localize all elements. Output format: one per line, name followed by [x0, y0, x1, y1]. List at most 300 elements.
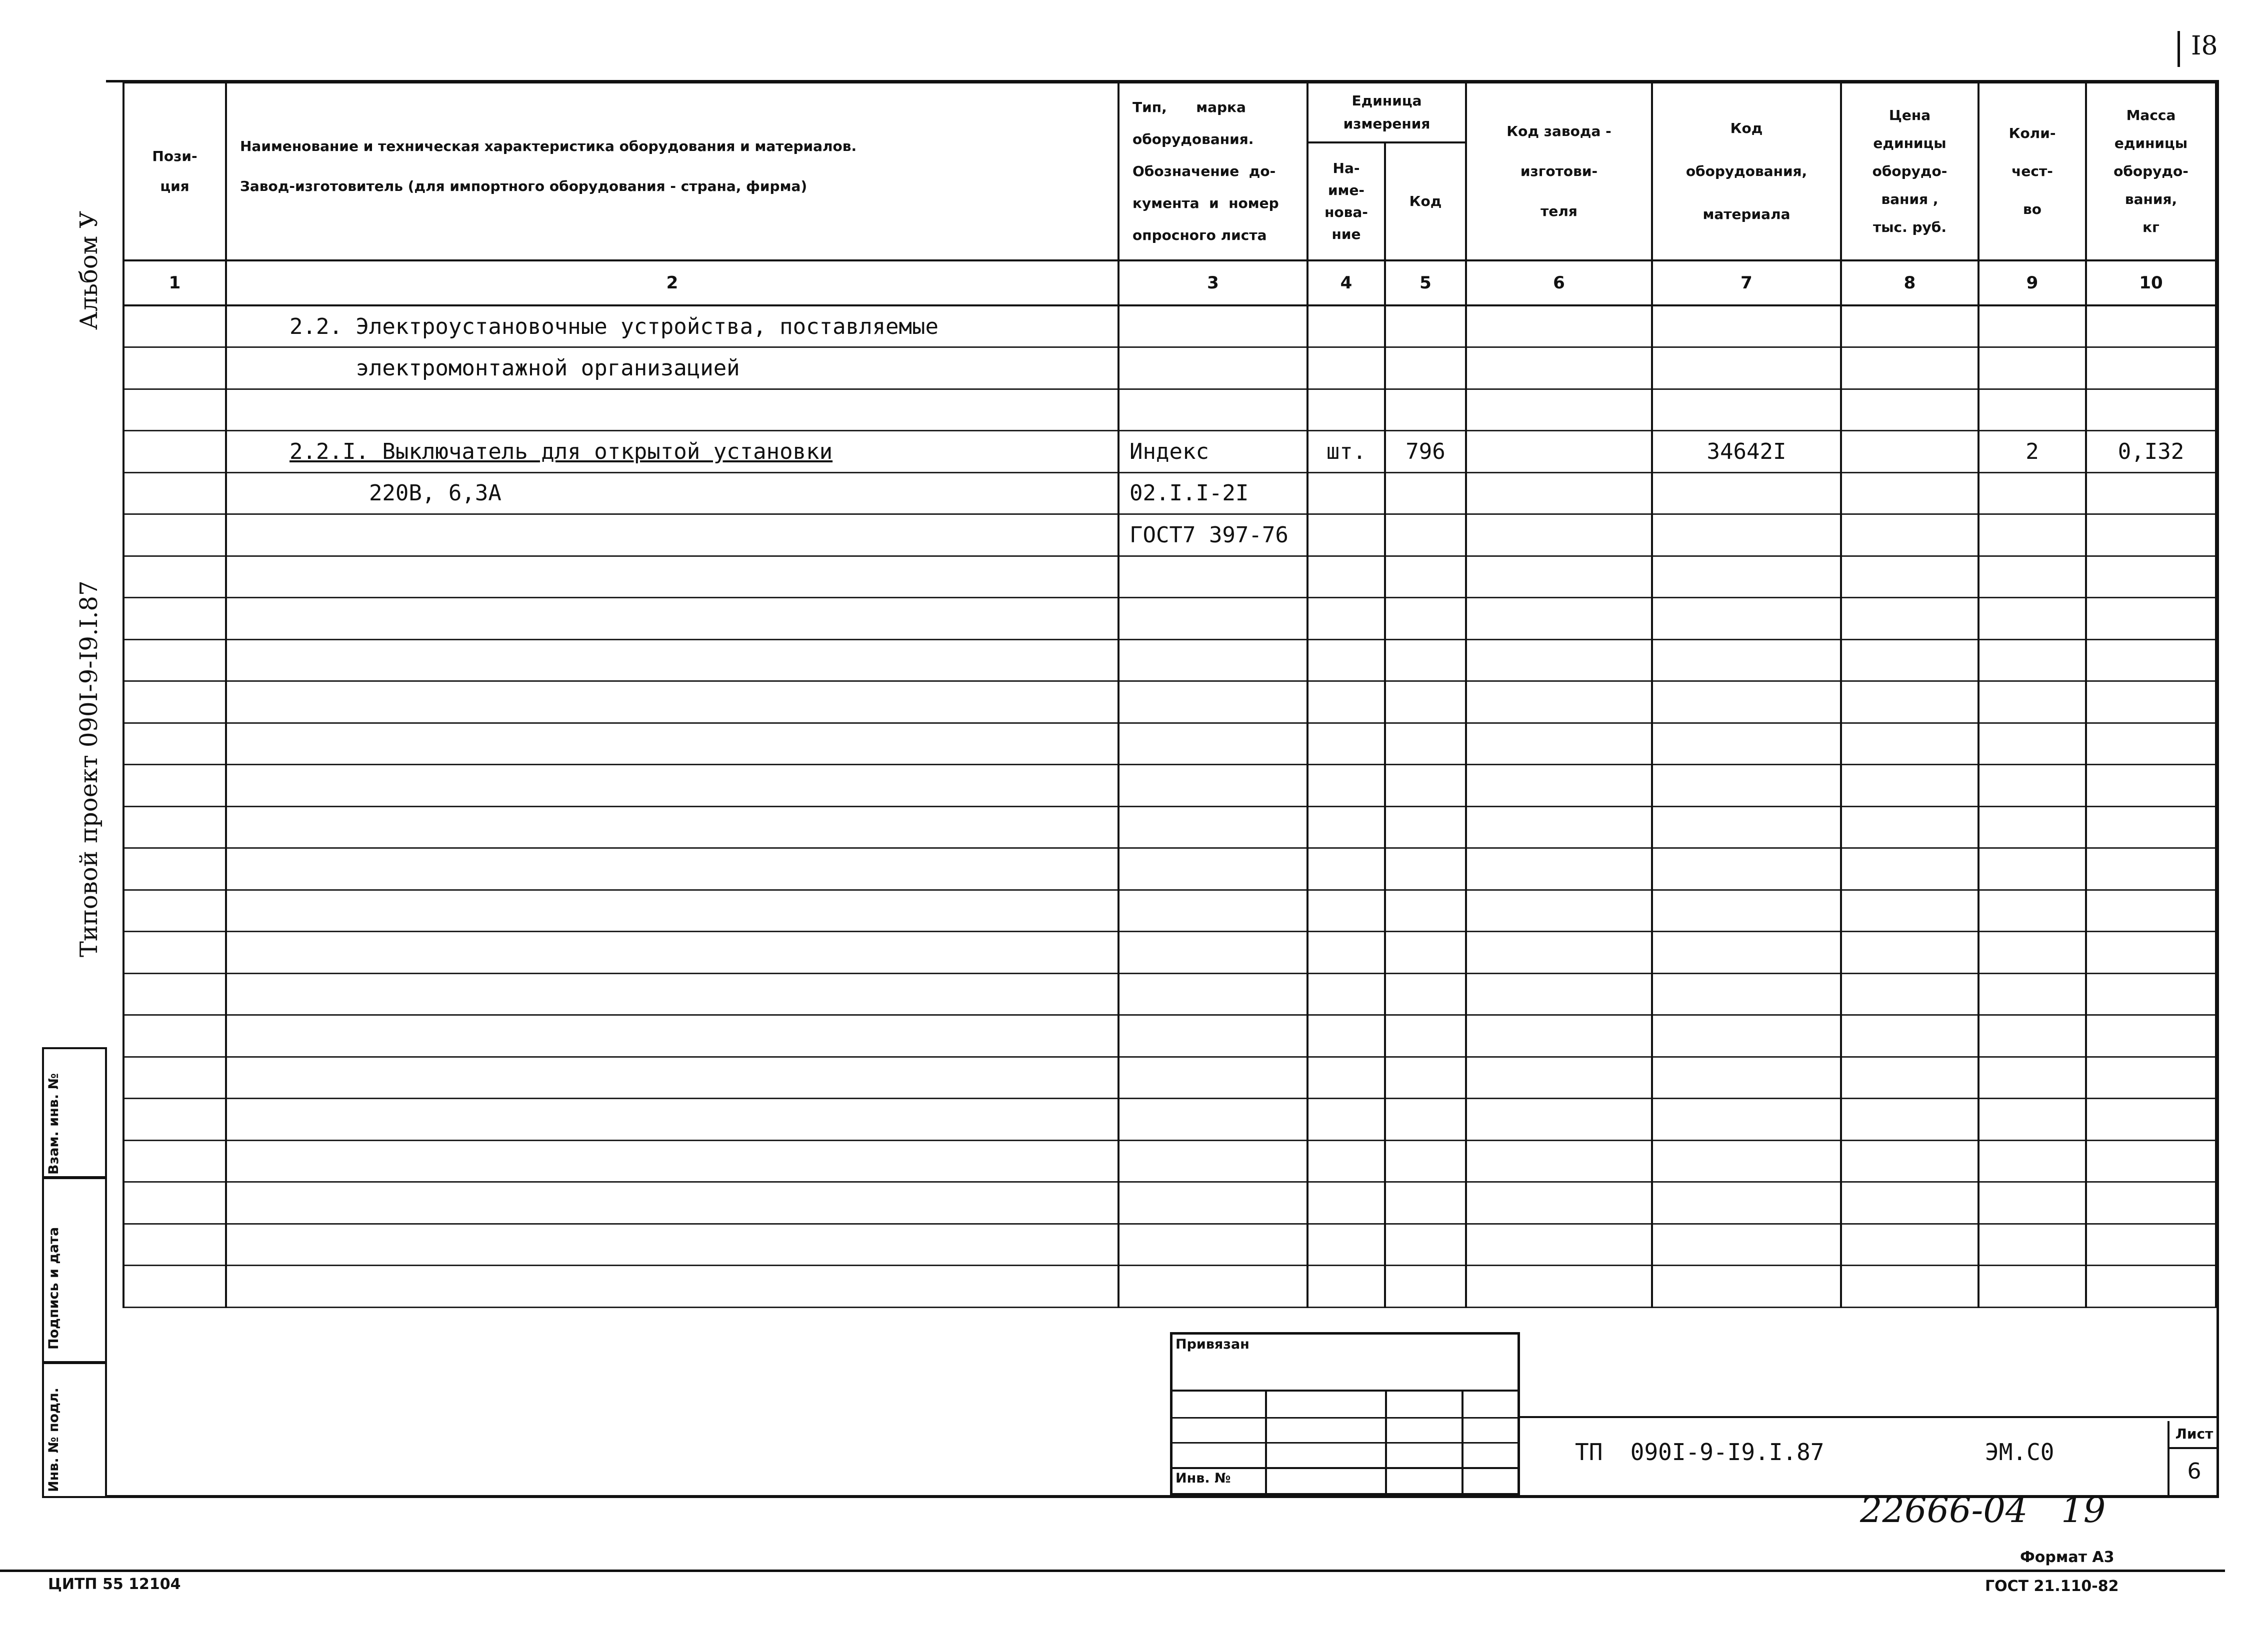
- header-mass: Масса единицы оборудо- вания, кг: [2086, 82, 2216, 260]
- cell-position: [124, 1266, 226, 1308]
- table-row: [124, 1266, 2216, 1308]
- cell-unit: [1308, 514, 1385, 556]
- header-unit-name: На- име- нова- ние: [1308, 142, 1385, 260]
- cell-mass: [2086, 1015, 2216, 1057]
- cell-type: [1118, 765, 1308, 807]
- cell-price: [1841, 347, 1978, 389]
- header-quantity: Коли- чест- во: [1978, 82, 2086, 260]
- cell-name: [226, 1015, 1118, 1057]
- project-label: Типовой проект 090I-9-I9.I.87: [75, 580, 103, 957]
- cell-code: [1652, 1015, 1841, 1057]
- cell-name: [226, 639, 1118, 681]
- column-number: 1: [124, 260, 226, 305]
- cell-qty: [1978, 806, 2086, 848]
- cell-code: [1652, 472, 1841, 514]
- header-row-1: [124, 82, 2216, 142]
- cell-factory: [1466, 598, 1652, 640]
- cell-position: [124, 765, 226, 807]
- column-number: 4: [1308, 260, 1385, 305]
- cell-unit-code: [1385, 1015, 1466, 1057]
- cell-name: [226, 765, 1118, 807]
- table-row: [124, 514, 2216, 556]
- cell-name: [226, 1182, 1118, 1224]
- stamp-line: [1172, 1467, 1518, 1469]
- header-factory-code: Код завода - изготови- теля: [1466, 82, 1652, 260]
- cell-position: [124, 598, 226, 640]
- cell-unit: [1308, 472, 1385, 514]
- cell-unit-code: [1385, 598, 1466, 640]
- cell-mass: [2086, 765, 2216, 807]
- cell-position: [124, 681, 226, 723]
- cell-unit: [1308, 1140, 1385, 1182]
- cell-mass: [2086, 598, 2216, 640]
- cell-code: [1652, 765, 1841, 807]
- cell-name: 220В, 6,3А: [226, 472, 1118, 514]
- cell-unit: [1308, 973, 1385, 1015]
- cell-mass: 0,I32: [2086, 431, 2216, 473]
- stamp-line: [1172, 1417, 1518, 1419]
- cell-qty: 2: [1978, 431, 2086, 473]
- header-name: Наименование и техническая характеристика оборудования и материалов. Завод-изготовитель (для импортного оборудования - страна, фирма): [226, 82, 1118, 260]
- cell-unit-code: [1385, 1224, 1466, 1266]
- header-unit-group: Единица измерения: [1308, 82, 1466, 142]
- cell-type: [1118, 556, 1308, 598]
- cell-qty: [1978, 472, 2086, 514]
- table-row: [124, 848, 2216, 890]
- cell-name: [226, 723, 1118, 765]
- table-row: [124, 973, 2216, 1015]
- cell-unit: [1308, 347, 1385, 389]
- cell-position: [124, 514, 226, 556]
- cell-name: 2.2. Электроустановочные устройства, поставляемые: [226, 305, 1118, 347]
- cell-name: [226, 598, 1118, 640]
- cell-code: [1652, 1224, 1841, 1266]
- cell-code: [1652, 806, 1841, 848]
- cell-type: [1118, 1182, 1308, 1224]
- cell-unit-code: [1385, 890, 1466, 932]
- footer-gost: ГОСТ 21.110-82: [1985, 1578, 2119, 1595]
- cell-factory: [1466, 806, 1652, 848]
- album-label: Альбом У: [75, 210, 103, 330]
- cell-code: [1652, 556, 1841, 598]
- cell-code: [1652, 598, 1841, 640]
- cell-unit-code: [1385, 389, 1466, 431]
- cell-type: [1118, 305, 1308, 347]
- linked-stamp: [1170, 1332, 1520, 1496]
- cell-code: [1652, 932, 1841, 974]
- cell-price: [1841, 973, 1978, 1015]
- signature-label: Подпись и дата: [46, 1227, 62, 1350]
- cell-mass: [2086, 1140, 2216, 1182]
- column-number: 10: [2086, 260, 2216, 305]
- table-row: [124, 472, 2216, 514]
- cell-code: 34642I: [1652, 431, 1841, 473]
- cell-qty: [1978, 556, 2086, 598]
- column-numbers-row: [124, 260, 2216, 305]
- table-row: [124, 431, 2216, 473]
- cell-price: [1841, 932, 1978, 974]
- cell-unit: [1308, 1266, 1385, 1308]
- cell-unit-code: [1385, 1140, 1466, 1182]
- cell-price: [1841, 723, 1978, 765]
- cell-unit-code: [1385, 305, 1466, 347]
- cell-mass: [2086, 514, 2216, 556]
- cell-factory: [1466, 639, 1652, 681]
- cell-type: [1118, 1015, 1308, 1057]
- column-number: 7: [1652, 260, 1841, 305]
- cell-qty: [1978, 973, 2086, 1015]
- cell-qty: [1978, 389, 2086, 431]
- cell-unit: [1308, 806, 1385, 848]
- cell-qty: [1978, 1140, 2086, 1182]
- cell-type: [1118, 1057, 1308, 1099]
- header-position: Пози- ция: [124, 82, 226, 260]
- cell-type: [1118, 598, 1308, 640]
- cell-unit-code: 796: [1385, 431, 1466, 473]
- table-row: [124, 890, 2216, 932]
- cell-mass: [2086, 1224, 2216, 1266]
- specification-table: [122, 81, 2217, 1308]
- stamp-divider: [1462, 1390, 1464, 1493]
- inv-no-label: Инв. №: [1176, 1471, 1231, 1486]
- cell-factory: [1466, 389, 1652, 431]
- cell-factory: [1466, 1099, 1652, 1141]
- cell-mass: [2086, 639, 2216, 681]
- cell-mass: [2086, 1057, 2216, 1099]
- cell-unit: [1308, 723, 1385, 765]
- cell-unit-code: [1385, 973, 1466, 1015]
- cell-code: [1652, 639, 1841, 681]
- column-number: 9: [1978, 260, 2086, 305]
- footer-left: ЦИТП 55 12104: [48, 1576, 181, 1593]
- cell-unit-code: [1385, 639, 1466, 681]
- cell-qty: [1978, 723, 2086, 765]
- cell-unit: шт.: [1308, 431, 1385, 473]
- cell-unit: [1308, 1099, 1385, 1141]
- cell-name: [226, 1099, 1118, 1141]
- cell-name: 2.2.I. Выключатель для открытой установки: [226, 431, 1118, 473]
- cell-code: [1652, 1057, 1841, 1099]
- cell-factory: [1466, 932, 1652, 974]
- handwritten-number: 22666-04 19: [1860, 1490, 2106, 1531]
- table-row: [124, 347, 2216, 389]
- stamp-line: [1172, 1390, 1518, 1392]
- cell-type: [1118, 1099, 1308, 1141]
- cell-qty: [1978, 1099, 2086, 1141]
- cell-position: [124, 890, 226, 932]
- cell-unit: [1308, 681, 1385, 723]
- sheet-box: [2168, 1421, 2219, 1496]
- inv-orig-label: Инв. № подл.: [46, 1388, 62, 1492]
- cell-name: [226, 890, 1118, 932]
- cell-unit: [1308, 305, 1385, 347]
- cell-factory: [1466, 681, 1652, 723]
- cell-price: [1841, 806, 1978, 848]
- cell-factory: [1466, 1015, 1652, 1057]
- cell-mass: [2086, 305, 2216, 347]
- cell-qty: [1978, 1015, 2086, 1057]
- cell-type: [1118, 1266, 1308, 1308]
- cell-price: [1841, 765, 1978, 807]
- cell-price: [1841, 890, 1978, 932]
- cell-mass: [2086, 1182, 2216, 1224]
- cell-position: [124, 1099, 226, 1141]
- table-row: [124, 1057, 2216, 1099]
- cell-code: [1652, 848, 1841, 890]
- cell-unit-code: [1385, 514, 1466, 556]
- cell-mass: [2086, 848, 2216, 890]
- cell-unit: [1308, 932, 1385, 974]
- table-row: [124, 389, 2216, 431]
- footer-line: [0, 1570, 2225, 1572]
- cell-code: [1652, 973, 1841, 1015]
- cell-factory: [1466, 347, 1652, 389]
- cell-factory: [1466, 1182, 1652, 1224]
- table-row: [124, 556, 2216, 598]
- header-unit-code: Код: [1385, 142, 1466, 260]
- cell-factory: [1466, 431, 1652, 473]
- cell-qty: [1978, 1057, 2086, 1099]
- cell-position: [124, 1140, 226, 1182]
- cell-mass: [2086, 681, 2216, 723]
- cell-price: [1841, 431, 1978, 473]
- cell-type: [1118, 1140, 1308, 1182]
- table-row: [124, 1224, 2216, 1266]
- cell-unit-code: [1385, 1182, 1466, 1224]
- cell-unit: [1308, 1224, 1385, 1266]
- cell-qty: [1978, 305, 2086, 347]
- cell-price: [1841, 1182, 1978, 1224]
- cell-position: [124, 932, 226, 974]
- cell-price: [1841, 556, 1978, 598]
- cell-unit: [1308, 598, 1385, 640]
- cell-code: [1652, 723, 1841, 765]
- table-row: [124, 639, 2216, 681]
- cell-mass: [2086, 723, 2216, 765]
- cell-qty: [1978, 639, 2086, 681]
- cell-type: [1118, 681, 1308, 723]
- cell-unit-code: [1385, 1057, 1466, 1099]
- cell-factory: [1466, 1140, 1652, 1182]
- cell-factory: [1466, 1266, 1652, 1308]
- cell-name: электромонтажной организацией: [226, 347, 1118, 389]
- title-block-top-line: [1520, 1416, 2218, 1418]
- linked-label: Привязан: [1176, 1337, 1250, 1352]
- sheet-value: 6: [2187, 1459, 2202, 1484]
- cell-qty: [1978, 347, 2086, 389]
- cell-position: [124, 305, 226, 347]
- cell-name: [226, 1057, 1118, 1099]
- table-row: [124, 765, 2216, 807]
- cell-type: [1118, 806, 1308, 848]
- cell-unit: [1308, 1057, 1385, 1099]
- cell-code: [1652, 305, 1841, 347]
- cell-position: [124, 1224, 226, 1266]
- table-row: [124, 1140, 2216, 1182]
- column-number: 6: [1466, 260, 1652, 305]
- cell-type: [1118, 890, 1308, 932]
- column-number: 2: [226, 260, 1118, 305]
- cell-type: [1118, 347, 1308, 389]
- cell-factory: [1466, 973, 1652, 1015]
- cell-mass: [2086, 347, 2216, 389]
- cell-factory: [1466, 1224, 1652, 1266]
- cell-factory: [1466, 1057, 1652, 1099]
- cell-type: [1118, 973, 1308, 1015]
- cell-unit-code: [1385, 932, 1466, 974]
- cell-price: [1841, 1057, 1978, 1099]
- designation-code: ЭМ.С0: [1985, 1439, 2054, 1466]
- cell-type: [1118, 723, 1308, 765]
- cell-factory: [1466, 472, 1652, 514]
- stamp-line: [1172, 1442, 1518, 1444]
- designation-text: ТП 090I-9-I9.I.87: [1575, 1439, 1824, 1466]
- cell-name: [226, 973, 1118, 1015]
- cell-type: ГОСТ7 397-76: [1118, 514, 1308, 556]
- column-number: 3: [1118, 260, 1308, 305]
- cell-price: [1841, 848, 1978, 890]
- column-number: 5: [1385, 260, 1466, 305]
- cell-mass: [2086, 1099, 2216, 1141]
- header-type: Тип, марка оборудования. Обозначение до- кумента и номер опросного листа: [1118, 82, 1308, 260]
- cell-qty: [1978, 932, 2086, 974]
- cell-qty: [1978, 1224, 2086, 1266]
- cell-position: [124, 556, 226, 598]
- cell-type: [1118, 1224, 1308, 1266]
- cell-qty: [1978, 598, 2086, 640]
- cell-factory: [1466, 514, 1652, 556]
- cell-price: [1841, 389, 1978, 431]
- cell-price: [1841, 639, 1978, 681]
- cell-position: [124, 1057, 226, 1099]
- cell-code: [1652, 1182, 1841, 1224]
- table-row: [124, 1182, 2216, 1224]
- cell-unit: [1308, 765, 1385, 807]
- cell-unit-code: [1385, 806, 1466, 848]
- cell-position: [124, 1015, 226, 1057]
- cell-price: [1841, 1224, 1978, 1266]
- cell-type: 02.I.I-2I: [1118, 472, 1308, 514]
- cell-code: [1652, 514, 1841, 556]
- cell-code: [1652, 1099, 1841, 1141]
- cell-qty: [1978, 1266, 2086, 1308]
- cell-mass: [2086, 1266, 2216, 1308]
- cell-unit: [1308, 848, 1385, 890]
- cell-type: Индекс: [1118, 431, 1308, 473]
- cell-position: [124, 806, 226, 848]
- table-row: [124, 1099, 2216, 1141]
- cell-unit: [1308, 556, 1385, 598]
- cell-price: [1841, 472, 1978, 514]
- cell-name: [226, 932, 1118, 974]
- cell-code: [1652, 1140, 1841, 1182]
- cell-name: [226, 806, 1118, 848]
- table-row: [124, 681, 2216, 723]
- cell-code: [1652, 890, 1841, 932]
- cell-factory: [1466, 305, 1652, 347]
- cell-price: [1841, 1140, 1978, 1182]
- cell-mass: [2086, 556, 2216, 598]
- stamp-divider: [1385, 1390, 1387, 1493]
- cell-qty: [1978, 514, 2086, 556]
- header-equipment-code: Код оборудования, материала: [1652, 82, 1841, 260]
- cell-price: [1841, 681, 1978, 723]
- cell-factory: [1466, 556, 1652, 598]
- sheet-label: Лист: [2170, 1421, 2219, 1449]
- cell-position: [124, 431, 226, 473]
- cell-unit-code: [1385, 472, 1466, 514]
- cell-code: [1652, 681, 1841, 723]
- cell-qty: [1978, 681, 2086, 723]
- cell-position: [124, 472, 226, 514]
- cell-name: [226, 1266, 1118, 1308]
- cell-unit: [1308, 890, 1385, 932]
- cell-code: [1652, 389, 1841, 431]
- cell-factory: [1466, 723, 1652, 765]
- cell-name: [226, 848, 1118, 890]
- table-row: [124, 806, 2216, 848]
- cell-unit: [1308, 639, 1385, 681]
- cell-mass: [2086, 932, 2216, 974]
- cell-type: [1118, 389, 1308, 431]
- cell-name: [226, 556, 1118, 598]
- cell-unit-code: [1385, 681, 1466, 723]
- cell-unit-code: [1385, 347, 1466, 389]
- table-row: [124, 598, 2216, 640]
- cell-price: [1841, 598, 1978, 640]
- cell-type: [1118, 639, 1308, 681]
- cell-unit-code: [1385, 723, 1466, 765]
- cell-unit: [1308, 1015, 1385, 1057]
- sheet-number: I8: [2178, 31, 2242, 67]
- cell-unit-code: [1385, 1266, 1466, 1308]
- cell-code: [1652, 347, 1841, 389]
- cell-mass: [2086, 806, 2216, 848]
- cell-code: [1652, 1266, 1841, 1308]
- cell-unit-code: [1385, 765, 1466, 807]
- cell-unit: [1308, 1182, 1385, 1224]
- inv-subst-label: Взам. инв. №: [46, 1073, 62, 1175]
- cell-position: [124, 973, 226, 1015]
- cell-mass: [2086, 472, 2216, 514]
- footer-format: Формат А3: [2020, 1549, 2114, 1566]
- cell-position: [124, 639, 226, 681]
- cell-type: [1118, 848, 1308, 890]
- cell-position: [124, 1182, 226, 1224]
- cell-qty: [1978, 848, 2086, 890]
- table-row: [124, 723, 2216, 765]
- header-price: Цена единицы оборудо- вания , тыс. руб.: [1841, 82, 1978, 260]
- cell-name: [226, 389, 1118, 431]
- cell-price: [1841, 1266, 1978, 1308]
- cell-unit-code: [1385, 1099, 1466, 1141]
- cell-name: [226, 514, 1118, 556]
- cell-mass: [2086, 389, 2216, 431]
- cell-price: [1841, 305, 1978, 347]
- cell-position: [124, 389, 226, 431]
- cell-price: [1841, 1099, 1978, 1141]
- cell-qty: [1978, 765, 2086, 807]
- cell-factory: [1466, 848, 1652, 890]
- table-row: [124, 1015, 2216, 1057]
- cell-position: [124, 347, 226, 389]
- cell-price: [1841, 514, 1978, 556]
- cell-position: [124, 723, 226, 765]
- cell-type: [1118, 932, 1308, 974]
- column-number: 8: [1841, 260, 1978, 305]
- table-row: [124, 932, 2216, 974]
- cell-unit-code: [1385, 848, 1466, 890]
